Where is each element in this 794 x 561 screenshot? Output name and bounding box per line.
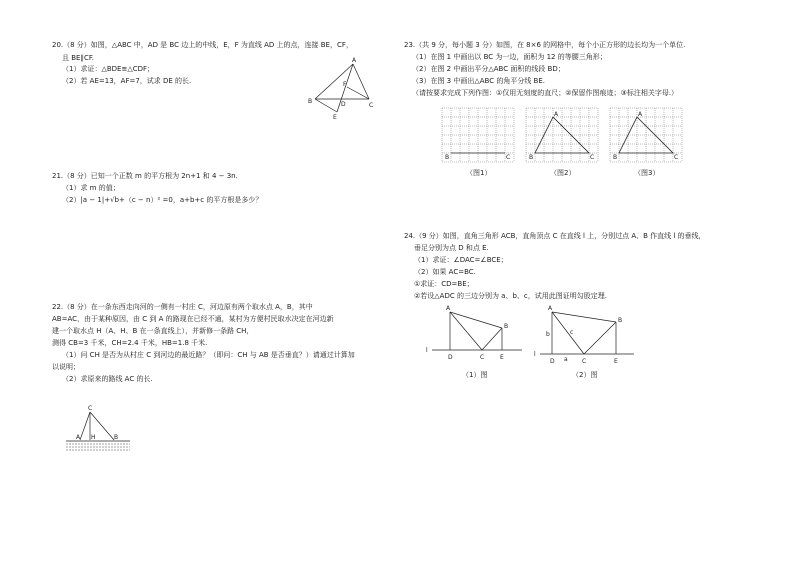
q24-fig1-label-c: C bbox=[480, 354, 485, 361]
q20-label-b: B bbox=[308, 98, 313, 105]
q23-fig3-label-a: A bbox=[638, 111, 643, 118]
q24-caption-2: （2）图 bbox=[572, 371, 598, 379]
q23-grid-3 bbox=[610, 108, 682, 164]
q24-fig2-label-c: C bbox=[582, 358, 587, 365]
q24-fig2-label-a: A bbox=[548, 305, 553, 312]
q20-stem-2: 且 BE∥CF. bbox=[62, 54, 94, 62]
q24-stem: 24.（9 分）如图，直角三角形 ACB，直角顶点 C 在直线 l 上，分别过点 A、B 作直线 l 的垂线， bbox=[404, 232, 706, 240]
q22-label-a: A bbox=[76, 434, 81, 441]
q23-fig1-label-b: B bbox=[445, 154, 450, 161]
q22-figure bbox=[64, 404, 136, 456]
q22-part-1-cont: 以说明； bbox=[52, 363, 80, 371]
q23-grid-1 bbox=[442, 108, 514, 164]
q22-part-2: （2）求原来的路线 AC 的长. bbox=[62, 375, 153, 383]
q23-fig2-label-a: A bbox=[554, 111, 559, 118]
q24-figure-2 bbox=[534, 304, 638, 366]
q21-part-1: （1）求 m 的值； bbox=[62, 184, 120, 192]
q24-stem-2: 垂足分别为点 D 和点 E. bbox=[414, 244, 489, 252]
q22-part-1: （1）问 CH 是否为从村庄 C 到河边的最近路？（即问：CH 与 AB 是否垂直？）请通过计算加 bbox=[62, 351, 355, 359]
q20-stem: 20.（8 分）如图，△ABC 中，AD 是 BC 边上的中线，E，F 为直线 AD 上的点，连接 BE，CF， bbox=[52, 41, 353, 49]
q22-label-h: H bbox=[91, 434, 96, 441]
q22-label-b: B bbox=[114, 434, 119, 441]
q24-fig2-label-d: D bbox=[550, 358, 555, 365]
q23-fig2-label-b: B bbox=[529, 154, 534, 161]
q23-part-3: （3）在图 3 中画出△ABC 的角平分线 BE. bbox=[412, 77, 545, 85]
q20-label-e: E bbox=[333, 114, 337, 121]
q22-label-c: C bbox=[88, 405, 93, 412]
q20-label-f: F bbox=[343, 81, 347, 88]
q23-caption-2: （图2） bbox=[550, 169, 576, 177]
q20-part-1: （1）求证：△BDE≌△CDF； bbox=[62, 65, 155, 73]
q22-stem-2: AB=AC，由于某种原因，由 C 到 A 的路现在已经不通，某村为方便村民取水决定在河边新 bbox=[52, 315, 334, 323]
q20-part-2: （2）若 AE=13，AF=7，试求 DE 的长. bbox=[62, 77, 192, 85]
q24-fig2-label-side-c: c bbox=[570, 329, 574, 336]
q24-fig1-label-b: B bbox=[504, 323, 509, 330]
q23-fig2-label-c: C bbox=[590, 154, 595, 161]
q21-stem: 21.（8 分）已知一个正数 m 的平方根为 2n+1 和 4 − 3n. bbox=[52, 172, 238, 180]
q23-fig3-label-b: B bbox=[613, 154, 618, 161]
q23-fig1-label-c: C bbox=[506, 154, 511, 161]
q23-caption-3: （图3） bbox=[634, 169, 660, 177]
q24-part-2b: ②若设△ADC 的三边分别为 a、b、c，试用此图证明勾股定理. bbox=[414, 292, 607, 300]
q22-stem-3: 建一个取水点 H（A、H、B 在一条直线上），并新修一条路 CH， bbox=[52, 327, 254, 335]
q23-part-2: （2）在图 2 中画出平分△ABC 面积的线段 BD； bbox=[412, 65, 565, 73]
q24-fig2-label-side-b: b bbox=[546, 331, 550, 338]
q20-label-d: D bbox=[341, 101, 346, 108]
q20-label-a: A bbox=[352, 57, 357, 64]
q24-fig2-label-side-a: a bbox=[564, 356, 568, 363]
q24-fig2-label-e: E bbox=[614, 358, 618, 365]
q24-part-2a: ①求证：CD=BE； bbox=[414, 280, 474, 288]
q23-grid-2 bbox=[526, 108, 598, 164]
q20-label-c: C bbox=[369, 102, 374, 109]
q24-fig2-label-b: B bbox=[618, 317, 623, 324]
q23-note: （请按要求完成下列作图：①仅用无刻度的直尺；②保留作图痕迹；③标注相关字母.） bbox=[412, 89, 679, 97]
q24-fig1-label-d: D bbox=[448, 354, 453, 361]
q24-fig2-label-l: l bbox=[534, 351, 536, 358]
q22-stem: 22.（8 分）在一条东西走向河的一侧有一村庄 C，河边原有两个取水点 A，B，其中 bbox=[52, 303, 313, 311]
q24-fig1-label-a: A bbox=[446, 305, 451, 312]
q24-part-2: （2）如果 AC=BC. bbox=[414, 268, 476, 276]
q21-part-2: （2）|a − 1|+√b+（c − n）² =0，a+b+c 的平方根是多少？ bbox=[62, 196, 263, 204]
q23-part-1: （1）在图 1 中画出以 BC 为一边，面积为 12 的等腰三角形； bbox=[412, 53, 607, 61]
q20-figure bbox=[305, 56, 385, 122]
q23-fig3-label-c: C bbox=[674, 154, 679, 161]
q22-stem-4: 测得 CB=3 千米，CH=2.4 千米，HB=1.8 千米. bbox=[52, 339, 208, 347]
q24-figure-1 bbox=[426, 304, 524, 366]
q24-fig1-label-l: l bbox=[426, 347, 428, 354]
q23-caption-1: （图1） bbox=[466, 169, 492, 177]
q24-part-1: （1）求证：∠DAC=∠BCE； bbox=[414, 256, 508, 264]
q24-fig1-label-e: E bbox=[500, 354, 504, 361]
q23-stem: 23.（共 9 分，每小题 3 分）如图，在 8×6 的网格中，每个小正方形的边长均为一个单位. bbox=[404, 41, 686, 49]
q24-caption-1: （1）图 bbox=[462, 371, 488, 379]
